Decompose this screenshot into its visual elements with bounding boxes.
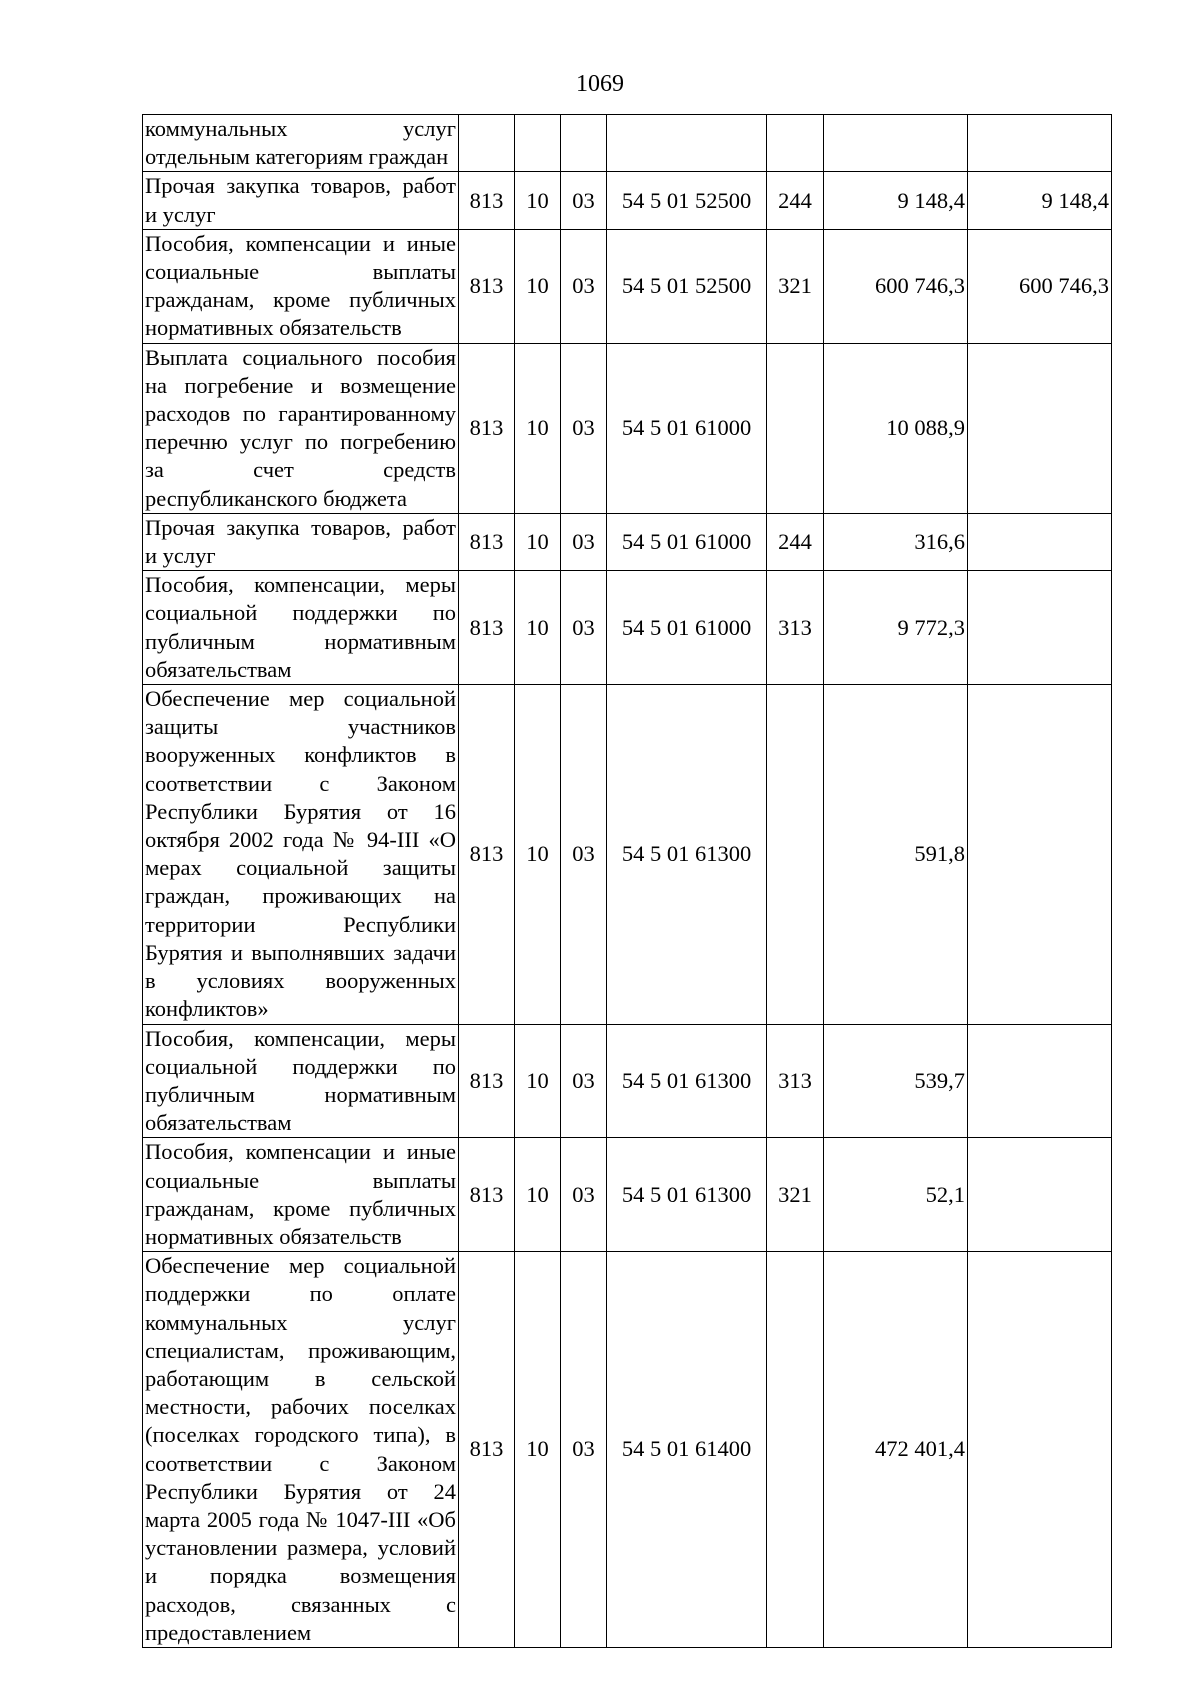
target-article-code: 54 5 01 61400 <box>607 1252 767 1648</box>
row-description: коммунальных услуг отдельным категориям граждан <box>143 115 459 172</box>
subsection-code: 03 <box>561 571 607 685</box>
amount <box>824 115 968 172</box>
target-article-code: 54 5 01 61300 <box>607 1024 767 1138</box>
row-description: Прочая закупка товаров, работ и услуг <box>143 172 459 229</box>
amount-federal <box>968 571 1112 685</box>
target-article-code: 54 5 01 61300 <box>607 1138 767 1252</box>
amount-federal <box>968 1024 1112 1138</box>
target-article-code: 54 5 01 61000 <box>607 571 767 685</box>
section-code: 10 <box>515 229 561 343</box>
section-code: 10 <box>515 571 561 685</box>
amount: 591,8 <box>824 685 968 1024</box>
amount: 472 401,4 <box>824 1252 968 1648</box>
subsection-code: 03 <box>561 172 607 229</box>
ved-code: 813 <box>459 229 515 343</box>
subsection-code: 03 <box>561 343 607 513</box>
amount: 539,7 <box>824 1024 968 1138</box>
amount-federal <box>968 685 1112 1024</box>
target-article-code: 54 5 01 61300 <box>607 685 767 1024</box>
target-article-code <box>607 115 767 172</box>
amount-federal <box>968 1252 1112 1648</box>
expense-type-code <box>767 343 824 513</box>
amount-federal <box>968 1138 1112 1252</box>
amount: 10 088,9 <box>824 343 968 513</box>
subsection-code <box>561 115 607 172</box>
amount-federal: 600 746,3 <box>968 229 1112 343</box>
row-description: Пособия, компенсации и иные социальные выплаты гражданам, кроме публичных нормативных обязательств <box>143 229 459 343</box>
target-article-code: 54 5 01 61000 <box>607 343 767 513</box>
ved-code: 813 <box>459 513 515 570</box>
ved-code: 813 <box>459 571 515 685</box>
table-row <box>143 685 1112 1024</box>
row-description: Обеспечение мер социальной поддержки по оплате коммунальных услуг специалистам, проживающим, работающим в сельской местности, рабочих поселках (поселках городского типа), в соответствии с Законом Республики Бурятия от 24 марта 2005 года № 1047-III «Об установлении размера, условий и порядка возмещения расходов, связанных с предоставлением <box>143 1252 459 1648</box>
expense-type-code <box>767 1252 824 1648</box>
expense-type-code: 313 <box>767 1024 824 1138</box>
amount: 9 148,4 <box>824 172 968 229</box>
expense-type-code: 321 <box>767 1138 824 1252</box>
expense-type-code: 313 <box>767 571 824 685</box>
section-code: 10 <box>515 1024 561 1138</box>
subsection-code: 03 <box>561 1024 607 1138</box>
row-description: Прочая закупка товаров, работ и услуг <box>143 513 459 570</box>
amount: 52,1 <box>824 1138 968 1252</box>
subsection-code: 03 <box>561 229 607 343</box>
table-row <box>143 571 1112 685</box>
table-row <box>143 229 1112 343</box>
table-row <box>143 1138 1112 1252</box>
section-code <box>515 115 561 172</box>
row-description: Пособия, компенсации, меры социальной поддержки по публичным нормативным обязательствам <box>143 571 459 685</box>
page-number: 1069 <box>576 71 624 97</box>
row-description: Пособия, компенсации и иные социальные выплаты гражданам, кроме публичных нормативных обязательств <box>143 1138 459 1252</box>
amount-federal: 9 148,4 <box>968 172 1112 229</box>
expense-type-code <box>767 685 824 1024</box>
expense-type-code: 321 <box>767 229 824 343</box>
table-row <box>143 343 1112 513</box>
expense-type-code <box>767 115 824 172</box>
target-article-code: 54 5 01 52500 <box>607 172 767 229</box>
subsection-code: 03 <box>561 1252 607 1648</box>
amount-federal <box>968 343 1112 513</box>
row-description: Выплата социального пособия на погребение и возмещение расходов по гарантированному перечню услуг по погребению за счет средств республиканского бюджета <box>143 343 459 513</box>
amount-federal <box>968 513 1112 570</box>
table-row <box>143 115 1112 172</box>
row-description: Пособия, компенсации, меры социальной поддержки по публичным нормативным обязательствам <box>143 1024 459 1138</box>
amount: 600 746,3 <box>824 229 968 343</box>
row-description: Обеспечение мер социальной защиты участников вооруженных конфликтов в соответствии с Законом Республики Бурятия от 16 октября 2002 года № 94-III «О мерах социальной защиты граждан, проживающих на территории Республики Бурятия и выполнявших задачи в условиях вооруженных конфликтов» <box>143 685 459 1024</box>
ved-code: 813 <box>459 1252 515 1648</box>
target-article-code: 54 5 01 61000 <box>607 513 767 570</box>
ved-code <box>459 115 515 172</box>
ved-code: 813 <box>459 343 515 513</box>
section-code: 10 <box>515 685 561 1024</box>
ved-code: 813 <box>459 1024 515 1138</box>
subsection-code: 03 <box>561 685 607 1024</box>
subsection-code: 03 <box>561 513 607 570</box>
amount-federal <box>968 115 1112 172</box>
amount: 9 772,3 <box>824 571 968 685</box>
target-article-code: 54 5 01 52500 <box>607 229 767 343</box>
section-code: 10 <box>515 513 561 570</box>
table-row <box>143 513 1112 570</box>
section-code: 10 <box>515 343 561 513</box>
expense-type-code: 244 <box>767 172 824 229</box>
table-row <box>143 1024 1112 1138</box>
expense-type-code: 244 <box>767 513 824 570</box>
table-row <box>143 172 1112 229</box>
subsection-code: 03 <box>561 1138 607 1252</box>
ved-code: 813 <box>459 172 515 229</box>
ved-code: 813 <box>459 1138 515 1252</box>
budget-table <box>142 114 1112 1648</box>
table-row <box>143 1252 1112 1648</box>
section-code: 10 <box>515 1252 561 1648</box>
section-code: 10 <box>515 1138 561 1252</box>
section-code: 10 <box>515 172 561 229</box>
amount: 316,6 <box>824 513 968 570</box>
ved-code: 813 <box>459 685 515 1024</box>
